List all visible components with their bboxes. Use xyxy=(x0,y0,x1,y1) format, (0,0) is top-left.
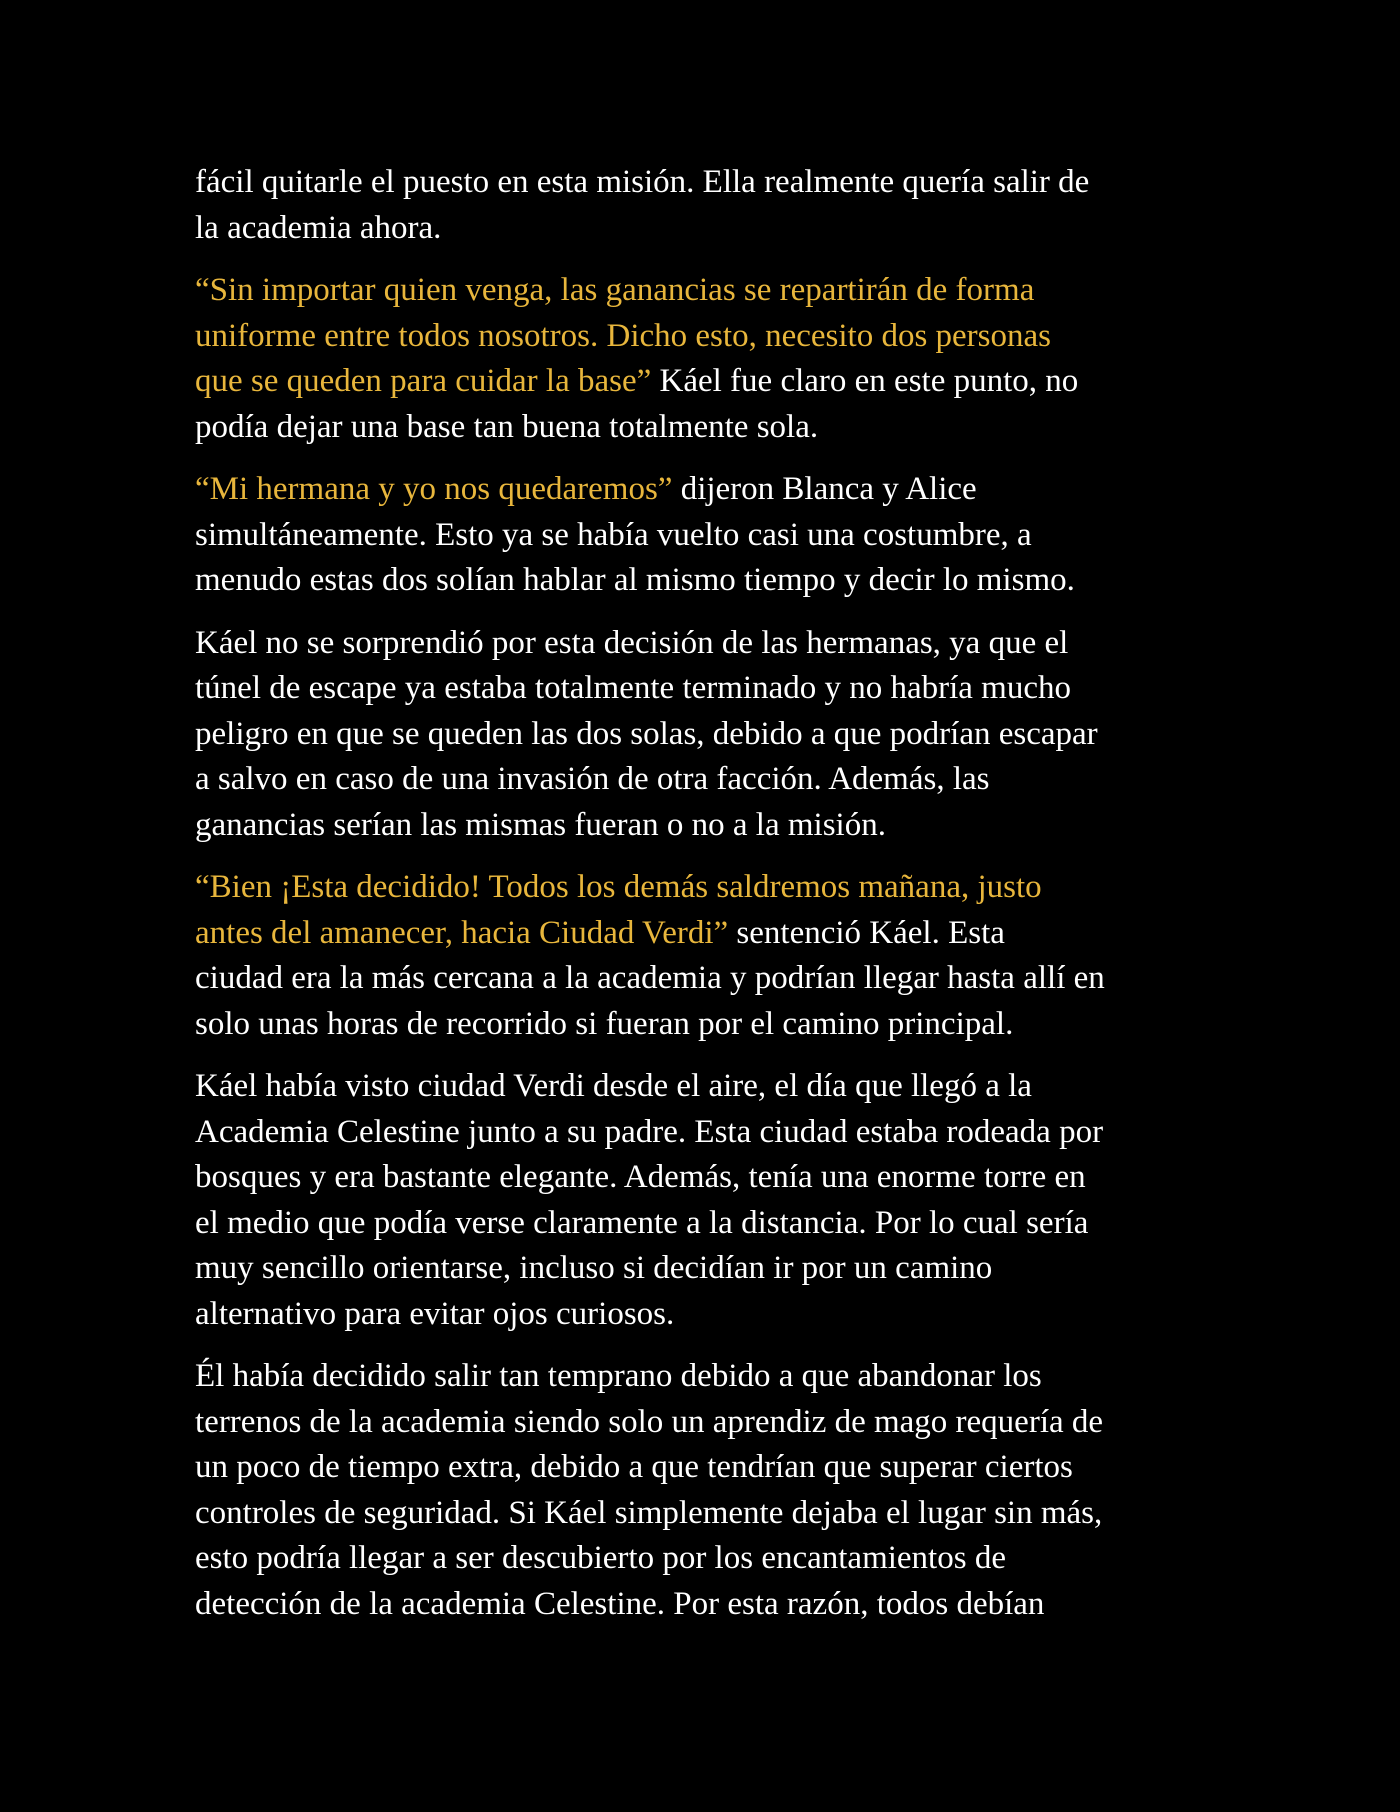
text-line xyxy=(195,621,1210,667)
narration-text: terrenos de la academia siendo solo un aprendiz de mago requería de xyxy=(195,1403,1104,1440)
narration-text: ganancias serían las mismas fueran o no a la misión. xyxy=(195,806,886,843)
dialogue-text: “Mi hermana y yo nos quedaremos” xyxy=(195,471,673,507)
text-line xyxy=(195,1400,1210,1446)
narration-text: dijeron Blanca y Alice xyxy=(672,471,977,507)
narration-text: bosques y era bastante elegante. Además, tenía una enorme torre en xyxy=(195,1159,1086,1195)
narration-text: sentenció Káel. Esta xyxy=(728,914,1005,951)
text-line xyxy=(195,1354,1210,1400)
paragraph xyxy=(195,1064,1210,1337)
narration-text: Káel había visto ciudad Verdi desde el aire, el día que llegó a la xyxy=(195,1068,1032,1104)
text-line xyxy=(195,1536,1210,1582)
narration-text: esto podría llegar a ser descubierto por los encantamientos de xyxy=(195,1540,1006,1576)
text-line xyxy=(195,712,1210,758)
dialogue-text: que se queden para cuidar la base” xyxy=(195,363,652,399)
text-line xyxy=(195,911,1210,957)
text-line xyxy=(195,1201,1210,1247)
narration-text: alternativo para evitar ojos curiosos. xyxy=(195,1295,675,1332)
text-line xyxy=(195,314,1210,360)
text-line xyxy=(195,1582,1210,1628)
text-line xyxy=(195,206,1210,252)
paragraph xyxy=(195,268,1210,450)
text-line xyxy=(195,1110,1210,1156)
text-line xyxy=(195,1491,1210,1537)
narration-text: ciudad era la más cercana a la academia y podrían llegar hasta allí en xyxy=(195,960,1105,996)
text-line xyxy=(195,160,1210,206)
narration-text: Káel no se sorprendió por esta decisión de las hermanas, ya que el xyxy=(195,624,1069,661)
text-line xyxy=(195,1155,1210,1201)
narration-text: a salvo en caso de una invasión de otra facción. Además, las xyxy=(195,761,990,797)
narration-text: un poco de tiempo extra, debido a que tendrían que superar ciertos xyxy=(195,1449,1073,1485)
dialogue-text: “Sin importar quien venga, las ganancias se repartirán de forma xyxy=(195,272,1035,308)
text-line xyxy=(195,1064,1210,1110)
text-line xyxy=(195,1292,1210,1338)
narration-text: menudo estas dos solían hablar al mismo tiempo y decir lo mismo. xyxy=(195,562,1075,598)
text-line xyxy=(195,865,1210,911)
narration-text: muy sencillo orientarse, incluso si decidían ir por un camino xyxy=(195,1250,993,1286)
narration-text: solo unas horas de recorrido si fueran por el camino principal. xyxy=(195,1005,1014,1042)
narration-text: peligro en que se queden las dos solas, debido a que podrían escapar xyxy=(195,715,1098,752)
paragraph xyxy=(195,160,1210,251)
document-page xyxy=(195,160,1210,1644)
text-line xyxy=(195,1246,1210,1292)
document-body xyxy=(195,160,1210,1627)
text-line xyxy=(195,467,1210,513)
text-line xyxy=(195,405,1210,451)
paragraph xyxy=(195,865,1210,1047)
paragraph xyxy=(195,621,1210,849)
text-line xyxy=(195,558,1210,604)
text-line xyxy=(195,1445,1210,1491)
narration-text: fácil quitarle el puesto en esta misión. Ella realmente quería salir de xyxy=(195,164,1090,200)
text-line xyxy=(195,803,1210,849)
dialogue-text: uniforme entre todos nosotros. Dicho esto, necesito dos personas xyxy=(195,317,1052,354)
narration-text: Él había decidido salir tan temprano debido a que abandonar los xyxy=(195,1358,1042,1394)
text-line xyxy=(195,1002,1210,1048)
text-line xyxy=(195,513,1210,559)
narration-text: túnel de escape ya estaba totalmente terminado y no habría mucho xyxy=(195,670,1071,706)
narration-text: el medio que podía verse claramente a la distancia. Por lo cual sería xyxy=(195,1204,1089,1241)
narration-text: detección de la academia Celestine. Por esta razón, todos debían xyxy=(195,1585,1045,1622)
narration-text: controles de seguridad. Si Káel simplemente dejaba el lugar sin más, xyxy=(195,1494,1103,1531)
text-line xyxy=(195,666,1210,712)
narration-text: simultáneamente. Esto ya se había vuelto casi una costumbre, a xyxy=(195,516,1032,553)
narration-text: Academia Celestine junto a su padre. Esta ciudad estaba rodeada por xyxy=(195,1113,1104,1150)
paragraph xyxy=(195,467,1210,604)
text-line xyxy=(195,268,1210,314)
text-line xyxy=(195,956,1210,1002)
paragraph xyxy=(195,1354,1210,1627)
narration-text: Káel fue claro en este punto, no xyxy=(651,363,1079,399)
text-line xyxy=(195,757,1210,803)
dialogue-text: antes del amanecer, hacia Ciudad Verdi” xyxy=(195,914,729,951)
narration-text: la academia ahora. xyxy=(195,209,442,246)
text-line xyxy=(195,359,1210,405)
dialogue-text: “Bien ¡Esta decidido! Todos los demás saldremos mañana, justo xyxy=(195,869,1042,905)
narration-text: podía dejar una base tan buena totalmente sola. xyxy=(195,408,819,445)
